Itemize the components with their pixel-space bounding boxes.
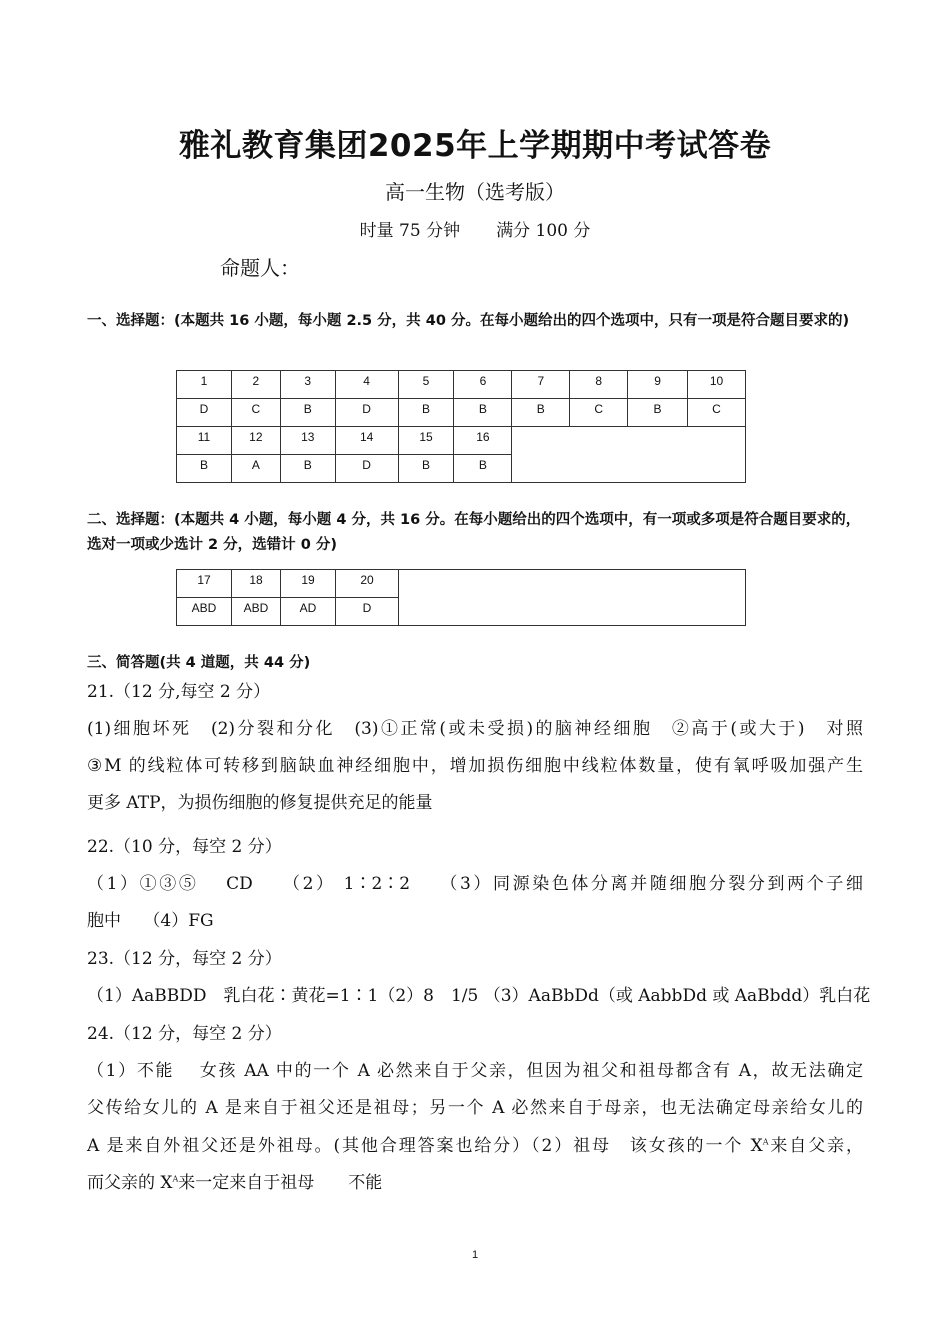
table-cell: 8 [570,371,628,399]
table-cell: B [628,399,688,427]
text: 而父亲的 X [87,1173,173,1193]
page-number: 1 [471,1249,479,1261]
author-label: 命题人： [220,256,300,280]
table-cell: 15 [398,427,454,455]
table-cell: 11 [177,427,232,455]
table-cell: B [454,399,512,427]
q21-answer-line: 更多 ATP，为损伤细胞的修复提供充足的能量 [87,793,433,813]
full-score: 满分 100 分 [496,221,591,241]
empty-cell [512,427,746,483]
table-cell: B [280,455,335,483]
q24-answer-line: 父传给女儿的 A 是来自于祖父还是祖母；另一个 A 必然来自于母亲，也无法确定母亲给女儿的 [87,1098,863,1118]
q21-header: 21.（12 分,每空 2 分） [87,682,271,702]
table-cell: 4 [335,371,398,399]
table-cell: 10 [688,371,746,399]
table-cell: B [512,399,570,427]
q24-header: 24.（12 分，每空 2 分） [87,1024,282,1044]
table-cell: 19 [281,570,336,598]
table-cell: D [335,455,398,483]
table-cell: 3 [280,371,335,399]
superscript: A [172,1174,179,1184]
subtitle: 高一生物（选考版） [385,180,565,204]
table-cell: C [570,399,628,427]
duration: 时量 75 分钟 [359,221,461,241]
table-cell: B [454,455,512,483]
table-cell: B [398,399,454,427]
table-cell: 9 [628,371,688,399]
table-cell: 13 [280,427,335,455]
q22-answer-line: （1）①③⑤ CD （2） 1∶2∶2 （3）同源染色体分离并随细胞分裂分到两个子细 [87,874,863,894]
table-cell: B [177,455,232,483]
table-cell: D [335,399,398,427]
table-cell: 20 [336,570,399,598]
section1-heading: 一、选择题：(本题共 16 小题，每小题 2.5 分，共 40 分。在每小题给出的四个选项中，只有一项是符合题目要求的) [87,313,850,329]
q21-answer-line: ③M 的线粒体可转移到脑缺血神经细胞中，增加损伤细胞中线粒体数量，使有氧呼吸加强产生 [87,756,863,776]
table-cell: 14 [335,427,398,455]
table-cell: 12 [231,427,280,455]
q23-header: 23.（12 分，每空 2 分） [87,949,282,969]
table-cell: 6 [454,371,512,399]
q22-header: 22.（10 分，每空 2 分） [87,837,282,857]
table-cell: 18 [232,570,281,598]
table-cell: ABD [177,598,232,626]
q24-answer-line [87,1168,863,1193]
table-cell: ABD [232,598,281,626]
section3-heading: 三、简答题(共 4 道题，共 44 分) [87,655,311,671]
table-cell: D [177,399,232,427]
superscript: A [762,1137,769,1147]
q24-answer-line [87,1131,863,1156]
section2-heading: 二、选择题：(本题共 4 小题，每小题 4 分，共 16 分。在每小题给出的四个选项中，有一项或多项是符合题目要求的，选对一项或少选计 2 分，选错计 0 分) [87,512,861,553]
table-cell: 17 [177,570,232,598]
table-cell: B [280,399,335,427]
q24-answer-line: （1）不能 女孩 AA 中的一个 A 必然来自于父亲，但因为祖父和祖母都含有 A，故无法确定 [87,1061,863,1081]
section1-answer-table [176,370,746,483]
table-cell: C [688,399,746,427]
empty-cell [399,570,746,626]
q21-answer-line: (1)细胞坏死 (2)分裂和分化 (3)①正常(或未受损)的脑神经细胞 ②高于(或大于) 对照 [87,719,863,739]
table-cell: 2 [231,371,280,399]
q23-answer-line: （1）AaBBDD 乳白花∶黄花=1∶1（2）8 1/5 （3）AaBbDd（或 AabbDd 或 AaBbdd）乳白花 [87,986,871,1006]
table-cell: 5 [398,371,454,399]
table-cell: B [398,455,454,483]
table-cell: 7 [512,371,570,399]
q22-answer-line: 胞中 （4）FG [87,911,214,931]
table-cell: AD [281,598,336,626]
text: A 是来自外祖父还是外祖母。(其他合理答案也给分）（2）祖母 该女孩的一个 X [87,1136,763,1156]
text: 来一定来自于祖母 不能 [178,1173,383,1193]
text: 来自父亲， [768,1136,864,1156]
table-cell: 16 [454,427,512,455]
section2-answer-table [176,569,746,626]
exam-info [0,216,950,241]
table-cell: D [336,598,399,626]
page-title: 雅礼教育集团2025年上学期期中考试答卷 [178,128,772,164]
table-cell: A [231,455,280,483]
table-cell: C [231,399,280,427]
table-cell: 1 [177,371,232,399]
